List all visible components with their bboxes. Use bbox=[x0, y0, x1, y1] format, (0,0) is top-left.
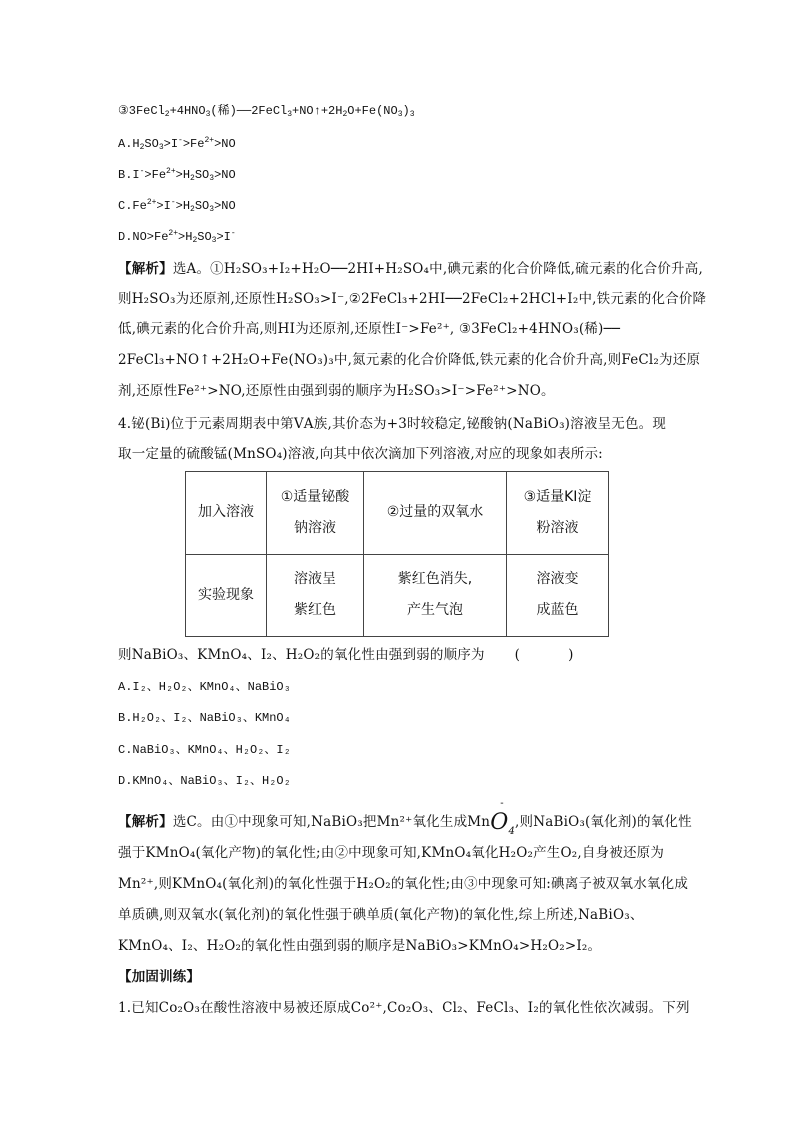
q4-stem-line-1: 4.铋(Bi)位于元素周期表中第ⅤA族,其价态为+3时较稳定,铋酸钠(NaBiO₃)溶液呈无色。现 bbox=[118, 416, 667, 432]
q3-analysis-line-1: 【解析】选A。①H₂SO₃+I₂+H₂O──2HI+H₂SO₄中,碘元素的化合价降低,硫元素的化合价升高, bbox=[118, 261, 703, 277]
q3-option-c: $C.Fe^{2+}>I^->H_2SO_3>NO$ bbox=[118, 198, 236, 214]
q3-analysis-line-2: 则H₂SO₃为还原剂,还原性H₂SO₃>I⁻,②2FeCl₃+2HI──2FeCl₂+2HCl+I₂中,铁元素的化合价降 bbox=[118, 291, 707, 307]
q4-stem-line-2: 取一定量的硫酸锰(MnSO₄)溶液,向其中依次滴加下列溶液,对应的现象如表所示: bbox=[118, 446, 603, 462]
q4-analysis-line-3: Mn²⁺,则KMnO₄(氧化剂)的氧化性强于H₂O₂的氧化性;由③中现象可知:碘离子被双氧水氧化成 bbox=[118, 876, 689, 892]
table-cell: ②过量的双氧水 bbox=[364, 472, 507, 555]
table-cell: ③适量KI淀 粉溶液 bbox=[507, 472, 609, 555]
q4-question: 则NaBiO₃、KMnO₄、I₂、H₂O₂的氧化性由强到弱的顺序为 ( ) bbox=[118, 647, 574, 663]
q4-option-d: D.KMnO₄、NaBiO₃、I₂、H₂O₂ bbox=[118, 774, 291, 788]
q4-analysis-line-2: 强于KMnO₄(氧化产物)的氧化性;由②中现象可知,KMnO₄氧化H₂O₂产生O₂,自身被还原为 bbox=[118, 845, 665, 861]
table-row bbox=[186, 554, 609, 637]
observation-table bbox=[185, 471, 609, 637]
table-cell: 溶液变 成蓝色 bbox=[507, 554, 609, 637]
q3-analysis-line-3: 低,碘元素的化合价升高,则HI为还原剂,还原性I⁻>Fe²⁺, ③3FeCl₂+4HNO₃(稀)── bbox=[118, 321, 621, 337]
q4-analysis-line-1: 【解析】选C。由①中现象可知,NaBiO₃把Mn²⁺氧化生成MnO - $_4$,则NaBiO₃(氧化剂)的氧化性 bbox=[118, 798, 692, 837]
table-cell: 溶液呈 紫红色 bbox=[267, 554, 364, 637]
permanganate-formula: O - $_4$ bbox=[490, 798, 515, 837]
table-header-cell: 实验现象 bbox=[186, 554, 267, 637]
q3-option-b: $B.I^->Fe^{2+}>H_2SO_3>NO$ bbox=[118, 167, 236, 183]
reinforce-heading: 【加固训练】 bbox=[118, 969, 201, 985]
q4-option-a: A.I₂、H₂O₂、KMnO₄、NaBiO₃ bbox=[118, 680, 291, 694]
table-header-cell: 加入溶液 bbox=[186, 472, 267, 555]
table-cell: ①适量铋酸 钠溶液 bbox=[267, 472, 364, 555]
q4-option-c: C.NaBiO₃、KMnO₄、H₂O₂、I₂ bbox=[118, 743, 291, 757]
q3-analysis-line-4: 2FeCl₃+NO↑+2H₂O+Fe(NO₃)₃中,氮元素的化合价降低,铁元素的化合价升高,则FeCl₂为还原 bbox=[118, 352, 701, 368]
q4-option-b: B.H₂O₂、I₂、NaBiO₃、KMnO₄ bbox=[118, 711, 291, 725]
table-row bbox=[186, 472, 609, 555]
q4-analysis-line-5: KMnO₄、I₂、H₂O₂的氧化性由强到弱的顺序是NaBiO₃>KMnO₄>H₂O₂>I₂。 bbox=[118, 938, 602, 954]
reinforce-line-1: 1.已知Co₂O₃在酸性溶液中易被还原成Co²⁺,Co₂O₃、Cl₂、FeCl₃、I₂的氧化性依次减弱。下列 bbox=[118, 1000, 690, 1016]
q4-analysis-line-4: 单质碘,则双氧水(氧化剂)的氧化性强于碘单质(氧化产物)的氧化性,综上所述,NaBiO₃、 bbox=[118, 907, 644, 923]
analysis-tag: 【解析】 bbox=[118, 814, 173, 830]
table-cell: 紫红色消失, 产生气泡 bbox=[364, 554, 507, 637]
q3-analysis-line-5: 剂,还原性Fe²⁺>NO,还原性由强到弱的顺序为H₂SO₃>I⁻>Fe²⁺>NO。 bbox=[118, 383, 555, 399]
q3-option-a: $A.H_2SO_3>I^->Fe^{2+}>NO$ bbox=[118, 136, 236, 152]
reaction-3-line: $③3FeCl_2+4HNO_3$(稀)$──2FeCl_3+NO↑+2H_2O+Fe(NO_3)_3$ bbox=[118, 104, 415, 119]
q3-option-d: $D.NO>Fe^{2+}>H_2SO_3>I^-$ bbox=[118, 229, 236, 245]
analysis-tag: 【解析】 bbox=[118, 261, 173, 277]
